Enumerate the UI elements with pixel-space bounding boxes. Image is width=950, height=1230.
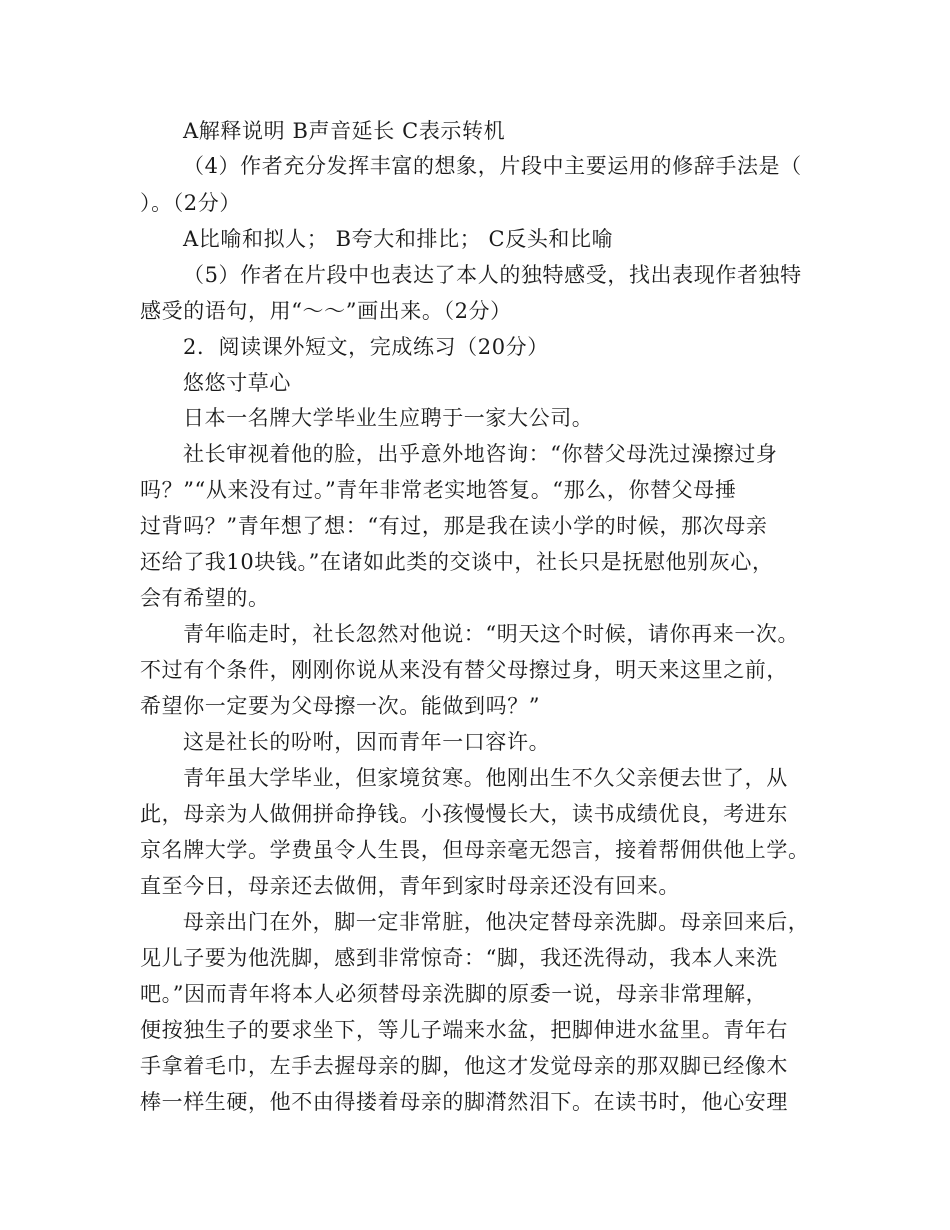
text-line: A解释说明 B声音延长 C表示转机 <box>183 119 506 143</box>
text-line: 吗？”“从来没有过。”青年非常老实地答复。“那么，你替父母捶 <box>140 478 737 502</box>
text-line: 不过有个条件，刚刚你说从来没有替父母擦过身，明天来这里之前， <box>140 658 788 682</box>
text-line: 此，母亲为人做佣拼命挣钱。小孩慢慢长大，读书成绩优良，考进东 <box>140 802 788 826</box>
article-title: 悠悠寸草心 <box>183 371 291 395</box>
text-line: 希望你一定要为父母擦一次。能做到吗？” <box>140 694 541 718</box>
text-line: 手拿着毛巾，左手去握母亲的脚，他这才发觉母亲的那双脚已经像木 <box>140 1054 788 1078</box>
text-line: ）。（2分） <box>140 191 241 215</box>
text-line: 京名牌大学。学费虽令人生畏，但母亲毫无怨言，接着帮佣供他上学。 <box>140 838 810 862</box>
text-line: 见儿子要为他洗脚，感到非常惊奇：“脚，我还洗得动，我本人来洗 <box>140 946 778 970</box>
text-line: 棒一样生硬，他不由得搂着母亲的脚潸然泪下。在读书时，他心安理 <box>140 1090 788 1114</box>
text-line: 便按独生子的要求坐下，等儿子端来水盆，把脚伸进水盆里。青年右 <box>140 1018 788 1042</box>
text-line: 日本一名牌大学毕业生应聘于一家大公司。 <box>183 406 594 430</box>
text-line: 这是社长的吩咐，因而青年一口容许。 <box>183 730 551 754</box>
text-line: 感受的语句，用“～～”画出来。（2分） <box>140 299 512 323</box>
text-line: （5）作者在片段中也表达了本人的独特感受，找出表现作者独特 <box>183 263 802 287</box>
text-line: A比喻和拟人； B夸大和排比； C反头和比喻 <box>183 227 614 251</box>
text-line: 青年虽大学毕业，但家境贫寒。他刚出生不久父亲便去世了，从 <box>183 766 788 790</box>
text-line: 直至今日，母亲还去做佣，青年到家时母亲还没有回来。 <box>140 874 680 898</box>
text-line: 过背吗？”青年想了想：“有过，那是我在读小学的时候，那次母亲 <box>140 514 768 538</box>
text-line: （4）作者充分发挥丰富的想象，片段中主要运用的修辞手法是（ <box>183 154 802 178</box>
text-line: 还给了我10块钱。”在诸如此类的交谈中，社长只是抚慰他别灰心， <box>140 550 774 574</box>
text-line: 会有希望的。 <box>140 586 270 610</box>
section-heading: 2．阅读课外短文，完成练习（20分） <box>183 335 549 359</box>
text-line: 母亲出门在外，脚一定非常脏，他决定替母亲洗脚。母亲回来后， <box>183 910 810 934</box>
text-line: 社长审视着他的脸，出乎意外地咨询：“你替父母洗过澡擦过身 <box>183 442 778 466</box>
text-line: 吧。”因而青年将本人必须替母亲洗脚的原委一说，母亲非常理解， <box>140 982 768 1006</box>
text-line: 青年临走时，社长忽然对他说：“明天这个时候，请你再来一次。 <box>183 622 800 646</box>
